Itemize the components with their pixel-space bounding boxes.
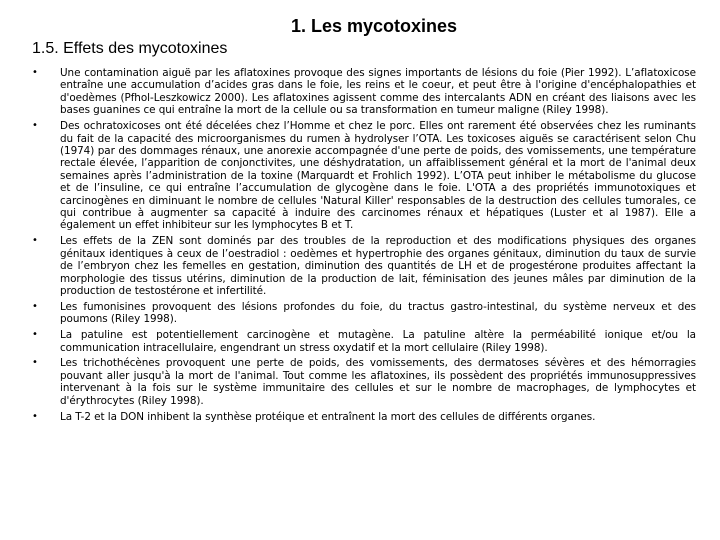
section-heading: 1.5. Effets des mycotoxines — [32, 40, 228, 57]
bullet-zen — [32, 235, 696, 297]
bullet-fumonisines — [32, 300, 696, 326]
bullet-marker: • — [32, 357, 38, 369]
slide-title: 1. Les mycotoxines — [290, 16, 458, 36]
bullet-aflatoxines — [32, 67, 696, 117]
bullet-text: Les trichothécènes provoquent une perte de poids, des vomissements, des dermatoses sévères et des hémorragies pouvant aller jusqu'à la mort de l'animal. Tout comme les aflatoxines, ils possèdent des propriétés immunosuppressives intervenant à la fois sur le système immunitaire des cellules et sur le nombre de macrophages, de lymphocytes et d'érythrocytes (Riley 1998). — [60, 357, 696, 407]
bullet-text: Les effets de la ZEN sont dominés par des troubles de la reproduction et des modifications physiques des organes génitaux identiques à ceux de l’oestradiol : oedèmes et hypertrophie des organes génitaux, diminution du taux de survie de l’embryon chez les femelles en gestation, diminution des quantités de LH et de progestérone produites affectant la morphologie des tissus utérins, diminution de la production de lait, féminisation des jeunes mâles par diminution de la production de testostérone et infertilité. — [60, 235, 696, 297]
bullet-list — [32, 67, 696, 426]
bullet-patuline — [32, 329, 696, 354]
bullet-marker: • — [32, 300, 38, 312]
bullet-t2-don — [32, 410, 696, 423]
bullet-marker: • — [32, 410, 38, 422]
bullet-text: Une contamination aiguë par les aflatoxines provoque des signes importants de lésions du foie (Pier 1992). L’aflatoxicose entraîne une accumulation d’acides gras dans le foie, les reins et le coeur, et peut être à l'origine d'encéphalopathies et d'oedèmes (Pfhol-Leszkowicz 2000). Les aflatoxines agissent comme des intercalants ADN en créant des liaisons avec les bases guanines ce qui entraîne la mort de la cellule ou sa transformation en tumeur maligne (Riley 1998). — [60, 67, 696, 117]
bullet-text: Des ochratoxicoses ont été décelées chez l’Homme et chez le porc. Elles ont rarement été observées chez les ruminants du fait de la capacité des microorganismes du rumen à hydrolyser l’OTA. Les toxicoses aiguës se caractérisent selon Chu (1974) par des dommages rénaux, une anorexie accompagnée d'une perte de poids, des vomissements, une température rectale élevée, l’apparition de conjonctivites, une déshydratation, un affaiblissement général et la mort de l'animal deux semaines après l’administration de la toxine (Marquardt et Frohlich 1992). L’OTA peut inhiber le métabolisme du glucose et de l’insuline, ce qui entraîne l’accumulation de glycogène dans le foie. L'OTA a des propriétés immunotoxiques et carcinogènes en diminuant le nombre de cellules 'Natural Killer' responsables de la destruction des cellules tumorales, ce qui contribue à augmenter sa capacité à induire des carcinomes rénaux et hépatiques (Luster et al 1987). Elle a également un effet inhibiteur sur les lymphocytes B et T. — [60, 120, 696, 232]
bullet-trichothecenes — [32, 357, 696, 407]
bullet-text: La T-2 et la DON inhibent la synthèse protéique et entraînent la mort des cellules de différents organes. — [60, 410, 596, 423]
bullet-marker: • — [32, 67, 38, 78]
bullet-ochratoxicoses — [32, 120, 696, 232]
bullet-marker: • — [32, 120, 38, 132]
bullet-text: Les fumonisines provoquent des lésions profondes du foie, du tractus gastro-intestinal, du système nerveux et des poumons (Riley 1998). — [60, 300, 696, 326]
bullet-marker: • — [32, 235, 38, 247]
bullet-marker: • — [32, 329, 38, 341]
bullet-text: La patuline est potentiellement carcinogène et mutagène. La patuline altère la perméabilité ionique et/ou la communication intracellulaire, engendrant un stress oxydatif et la mort cellulaire (Riley 1998). — [60, 329, 696, 354]
